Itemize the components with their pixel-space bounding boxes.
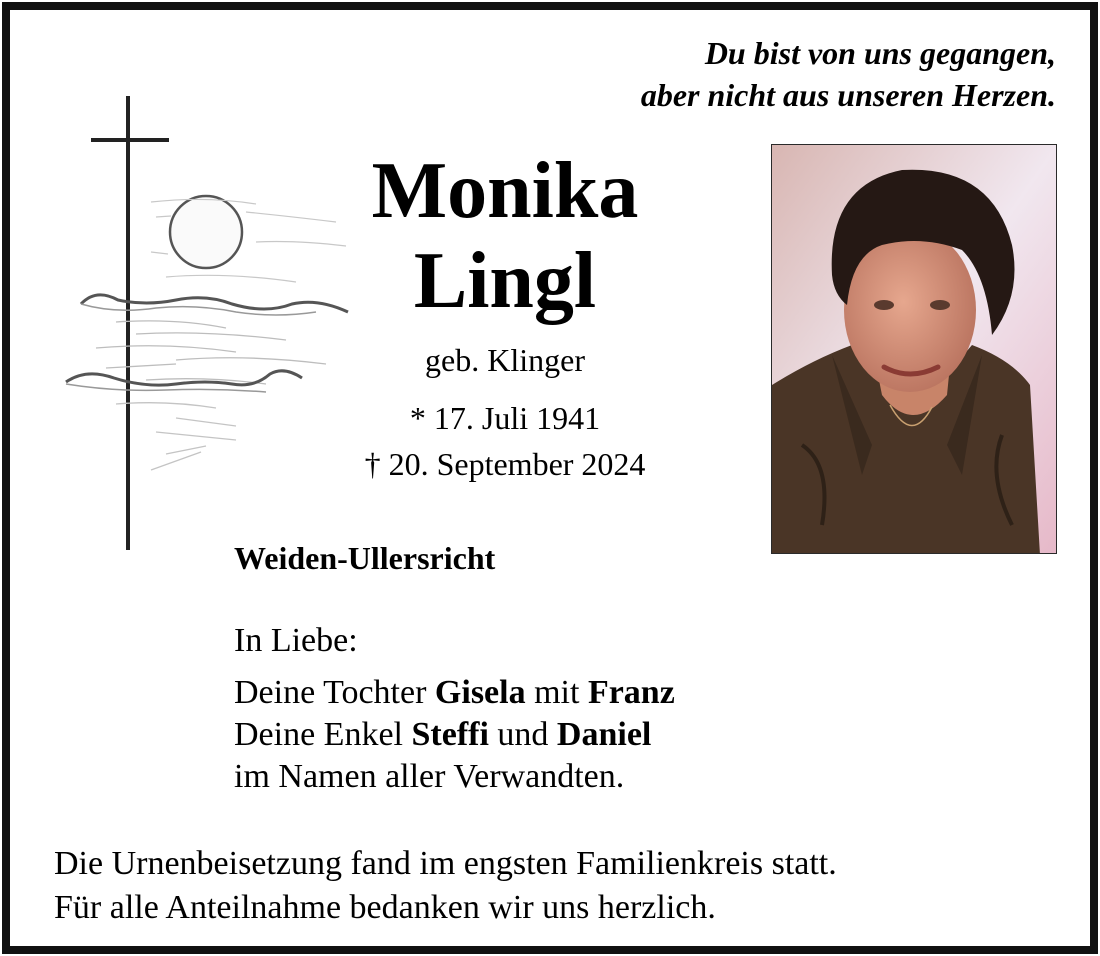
portrait-photo (771, 144, 1057, 554)
daughter-name: Gisela (434, 674, 526, 711)
mourners-line-1 (234, 672, 675, 714)
closing-line-1: Die Urnenbeisetzung fand im engsten Familienkreis statt. (54, 845, 837, 882)
line-2-prefix: Deine Enkel (234, 716, 403, 753)
last-name: Lingl (413, 237, 597, 325)
place-name: Weiden-Ullersricht (234, 540, 496, 576)
mourners-block (234, 620, 675, 798)
motto-line-1: Du bist von uns gegangen, (704, 35, 1056, 71)
birth-date: * 17. Juli 1941 (409, 400, 601, 436)
motto-line-2: aber nicht aus unseren Herzen. (640, 77, 1056, 113)
death-date: † 20. September 2024 (364, 446, 646, 482)
line-1-prefix: Deine Tochter (234, 674, 427, 711)
grandchild-name-1: Steffi (411, 716, 489, 753)
line-2-connector: und (497, 716, 549, 753)
birth-name: geb. Klinger (425, 342, 585, 378)
line-1-connector: mit (534, 674, 580, 711)
son-in-law-name: Franz (587, 674, 675, 711)
mourners-line-2 (234, 714, 675, 756)
closing-text (54, 842, 837, 930)
closing-line-2: Für alle Anteilnahme bedanken wir uns herzlich. (54, 889, 716, 926)
portrait-photo-icon (772, 145, 1057, 554)
mourners-line-3: im Namen aller Verwandten. (234, 758, 625, 795)
motto (641, 32, 1056, 116)
first-name: Monika (371, 147, 639, 235)
grandchild-name-2: Daniel (556, 716, 652, 753)
mourners-intro: In Liebe: (234, 622, 358, 659)
